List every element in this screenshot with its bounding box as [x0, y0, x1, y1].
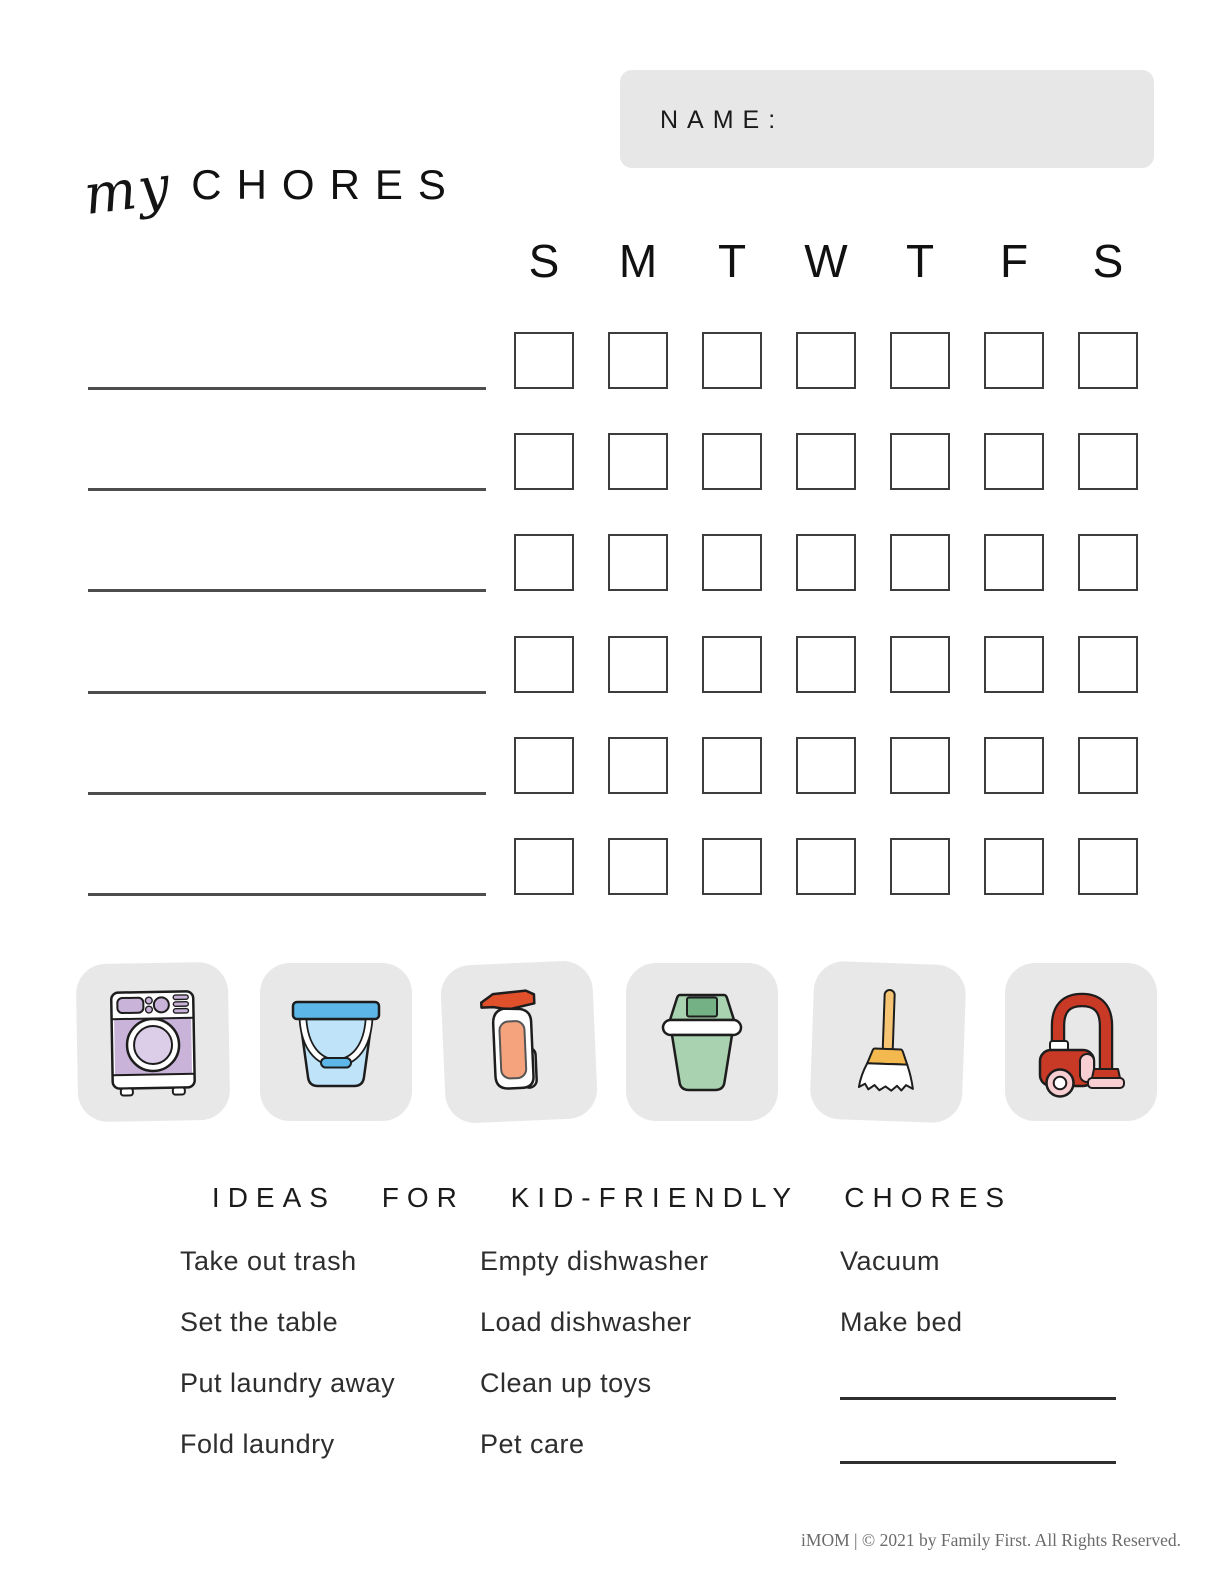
idea-item: Vacuum — [840, 1246, 941, 1276]
check-row-1 — [514, 332, 1138, 389]
day-header-3: T — [717, 235, 747, 287]
ideas-column-1 — [180, 1248, 395, 1458]
day-checkbox-r2-c7[interactable] — [1078, 433, 1138, 490]
day-checkbox-r5-c6[interactable] — [984, 737, 1044, 794]
title-caps-word: CHORES — [191, 161, 461, 208]
check-row-5 — [514, 737, 1138, 794]
day-checkbox-r2-c4[interactable] — [796, 433, 856, 490]
day-checkbox-r4-c3[interactable] — [702, 636, 762, 693]
day-checkbox-r6-c4[interactable] — [796, 838, 856, 895]
day-checkbox-r2-c5[interactable] — [890, 433, 950, 490]
day-checkbox-r6-c6[interactable] — [984, 838, 1044, 895]
trash-can-icon — [626, 963, 778, 1121]
day-checkbox-r3-c1[interactable] — [514, 534, 574, 591]
day-header-2: M — [618, 235, 658, 287]
washing-machine-icon — [76, 962, 231, 1123]
check-row-3 — [514, 534, 1138, 591]
day-checkbox-r4-c5[interactable] — [890, 636, 950, 693]
day-checkbox-r1-c6[interactable] — [984, 332, 1044, 389]
bucket-icon — [260, 963, 412, 1121]
day-checkbox-r3-c4[interactable] — [796, 534, 856, 591]
day-checkbox-r6-c2[interactable] — [608, 838, 668, 895]
day-header-1: S — [528, 235, 560, 287]
blank-idea-line[interactable] — [840, 1434, 1116, 1464]
chore-name-line-1[interactable] — [88, 387, 486, 390]
day-checkbox-r3-c7[interactable] — [1078, 534, 1138, 591]
day-checkbox-r3-c5[interactable] — [890, 534, 950, 591]
day-header-7: S — [1092, 235, 1124, 287]
day-checkbox-r4-c6[interactable] — [984, 636, 1044, 693]
idea-item: Put laundry away — [180, 1368, 396, 1398]
title-script-word: my — [80, 152, 175, 228]
chore-name-line-4[interactable] — [88, 691, 486, 694]
chore-name-line-6[interactable] — [88, 893, 486, 896]
check-row-4 — [514, 636, 1138, 693]
day-checkbox-r1-c4[interactable] — [796, 332, 856, 389]
day-checkbox-r5-c7[interactable] — [1078, 737, 1138, 794]
ideas-column-3 — [840, 1248, 1116, 1464]
day-checkbox-r6-c5[interactable] — [890, 838, 950, 895]
name-label: NAME: — [660, 106, 785, 134]
day-checkbox-r1-c2[interactable] — [608, 332, 668, 389]
day-checkbox-r6-c3[interactable] — [702, 838, 762, 895]
day-checkbox-r5-c5[interactable] — [890, 737, 950, 794]
day-checkbox-r2-c2[interactable] — [608, 433, 668, 490]
day-checkbox-r2-c6[interactable] — [984, 433, 1044, 490]
day-checkbox-r4-c7[interactable] — [1078, 636, 1138, 693]
idea-item: Take out trash — [180, 1246, 357, 1276]
broom-icon — [809, 960, 966, 1123]
day-checkbox-r3-c6[interactable] — [984, 534, 1044, 591]
day-checkbox-r6-c1[interactable] — [514, 838, 574, 895]
day-checkbox-r4-c2[interactable] — [608, 636, 668, 693]
idea-item: Fold laundry — [180, 1429, 335, 1459]
idea-item: Pet care — [480, 1429, 585, 1459]
idea-item: Make bed — [840, 1307, 963, 1337]
day-checkbox-r1-c1[interactable] — [514, 332, 574, 389]
day-checkbox-r1-c3[interactable] — [702, 332, 762, 389]
day-checkbox-r5-c4[interactable] — [796, 737, 856, 794]
spray-bottle-icon — [440, 960, 599, 1124]
day-checkbox-r6-c7[interactable] — [1078, 838, 1138, 895]
idea-item: Clean up toys — [480, 1368, 652, 1398]
day-checkbox-r1-c5[interactable] — [890, 332, 950, 389]
day-header-5: T — [905, 235, 935, 287]
day-checkbox-r5-c2[interactable] — [608, 737, 668, 794]
idea-item: Empty dishwasher — [480, 1246, 709, 1276]
day-checkbox-r1-c7[interactable] — [1078, 332, 1138, 389]
idea-item: Set the table — [180, 1307, 339, 1337]
chore-name-line-5[interactable] — [88, 792, 486, 795]
copyright-footer: iMOM | © 2021 by Family First. All Rights Reserved. — [801, 1530, 1181, 1550]
vacuum-icon — [1005, 963, 1157, 1121]
day-checkbox-r4-c1[interactable] — [514, 636, 574, 693]
day-checkbox-r5-c1[interactable] — [514, 737, 574, 794]
idea-item: Load dishwasher — [480, 1307, 692, 1337]
day-checkbox-r2-c3[interactable] — [702, 433, 762, 490]
ideas-heading: IDEAS FOR KID-FRIENDLY CHORES — [211, 1182, 1013, 1213]
day-checkbox-r2-c1[interactable] — [514, 433, 574, 490]
check-row-6 — [514, 838, 1138, 895]
blank-idea-line[interactable] — [840, 1370, 1116, 1400]
icon-tile-row — [0, 963, 1224, 1121]
day-checkbox-r3-c3[interactable] — [702, 534, 762, 591]
day-checkbox-r4-c4[interactable] — [796, 636, 856, 693]
ideas-column-2 — [480, 1248, 709, 1458]
check-row-2 — [514, 433, 1138, 490]
day-checkbox-r3-c2[interactable] — [608, 534, 668, 591]
day-header-4: W — [804, 235, 848, 287]
day-checkbox-r5-c3[interactable] — [702, 737, 762, 794]
chore-name-line-2[interactable] — [88, 488, 486, 491]
day-header-6: F — [999, 235, 1029, 287]
chore-name-line-3[interactable] — [88, 589, 486, 592]
